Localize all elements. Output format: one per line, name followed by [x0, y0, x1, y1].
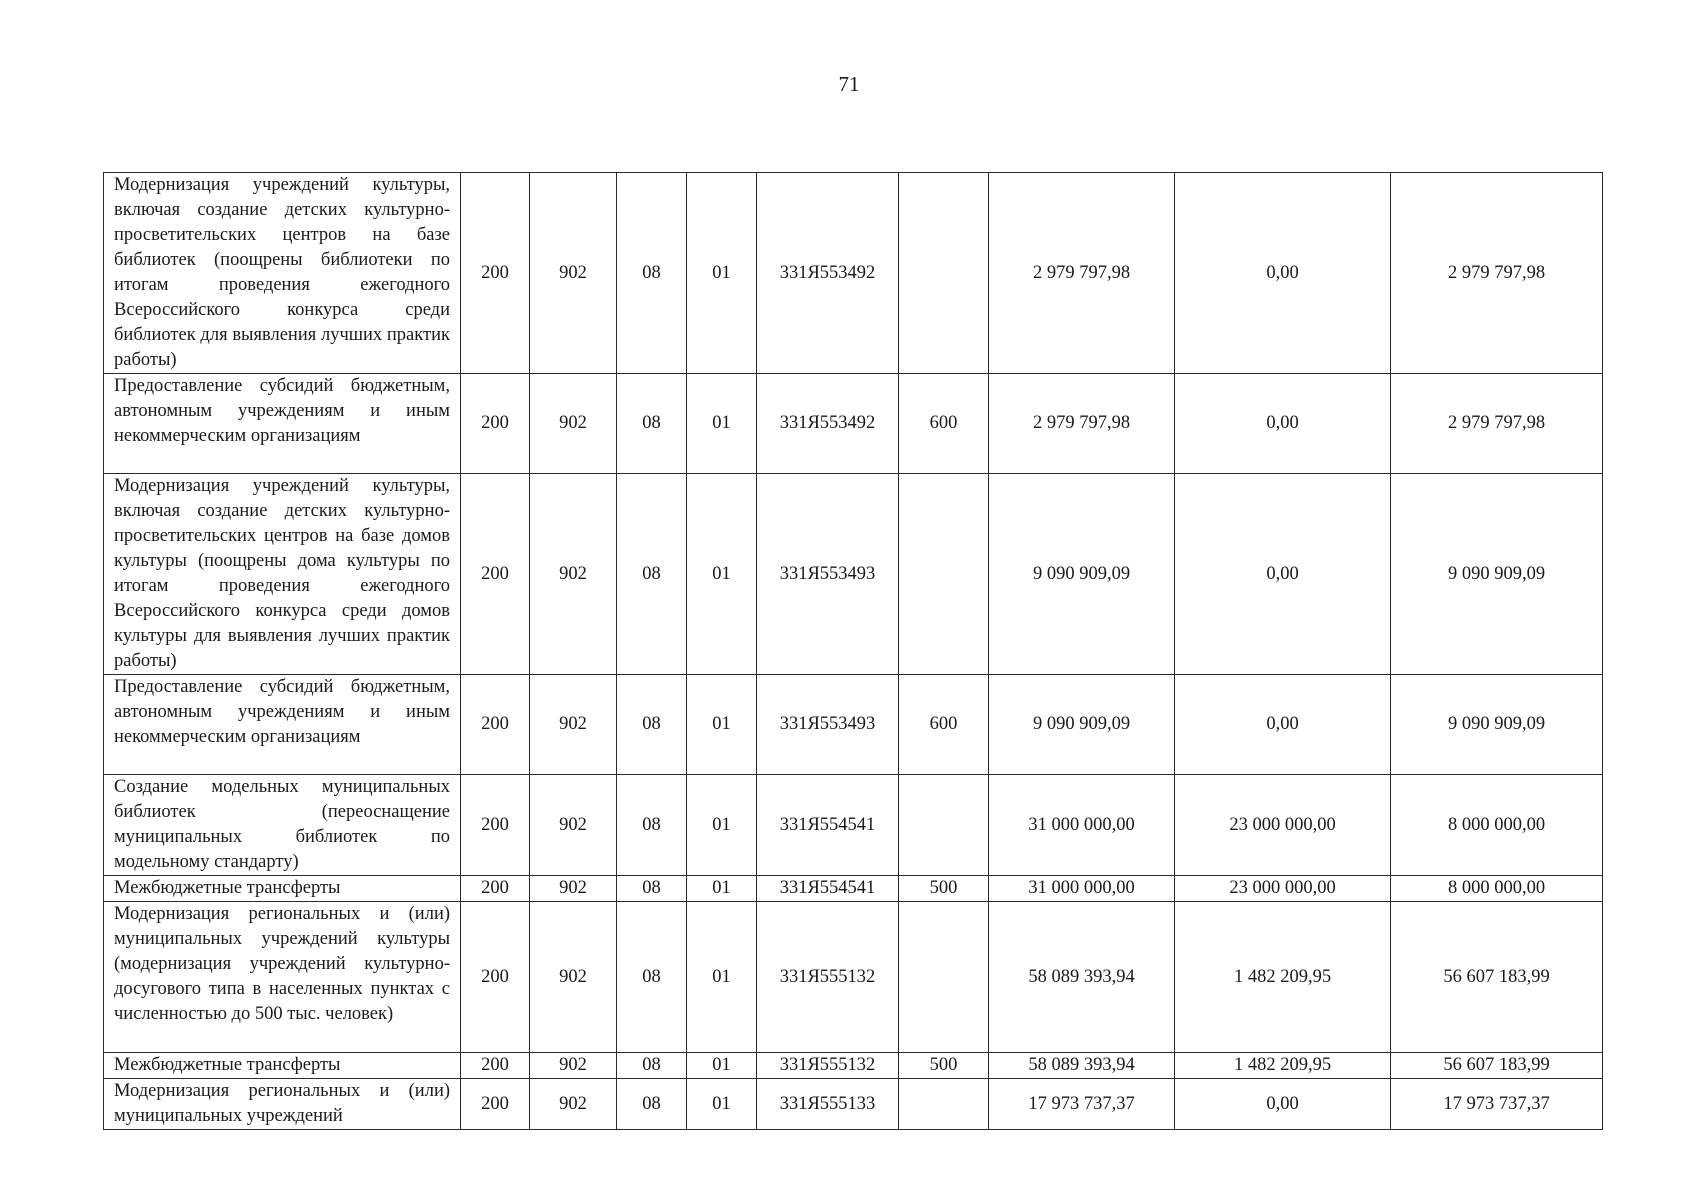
- cell-section-code: 08: [617, 876, 687, 902]
- cell-local-amount: 8 000 000,00: [1391, 876, 1603, 902]
- table-row: [104, 1053, 1603, 1079]
- page-number: 71: [838, 72, 860, 96]
- cell-expense-kind: 600: [899, 374, 989, 474]
- cell-admin-code: 200: [461, 1079, 530, 1130]
- cell-target-article: 331Я554541: [757, 775, 899, 876]
- cell-total-amount: 31 000 000,00: [989, 876, 1175, 902]
- cell-subsection-code: 01: [687, 902, 757, 1053]
- cell-target-article: 331Я553492: [757, 173, 899, 374]
- cell-section-code: 08: [617, 1079, 687, 1130]
- cell-department-code: 902: [530, 876, 617, 902]
- cell-expense-kind: [899, 902, 989, 1053]
- cell-subsection-code: 01: [687, 675, 757, 775]
- cell-admin-code: 200: [461, 775, 530, 876]
- cell-admin-code: 200: [461, 876, 530, 902]
- cell-section-code: 08: [617, 173, 687, 374]
- cell-department-code: 902: [530, 675, 617, 775]
- cell-local-amount: 2 979 797,98: [1391, 173, 1603, 374]
- cell-subsection-code: 01: [687, 876, 757, 902]
- cell-target-article: 331Я555133: [757, 1079, 899, 1130]
- cell-subsection-code: 01: [687, 474, 757, 675]
- cell-federal-amount: 1 482 209,95: [1175, 902, 1391, 1053]
- cell-total-amount: 2 979 797,98: [989, 173, 1175, 374]
- cell-admin-code: 200: [461, 902, 530, 1053]
- row-description: Создание модельных муниципальных библиотек (переоснащение муниципальных библиотек по модельному стандарту): [104, 775, 461, 876]
- cell-section-code: 08: [617, 1053, 687, 1079]
- table-row: [104, 675, 1603, 775]
- cell-section-code: 08: [617, 902, 687, 1053]
- cell-local-amount: 9 090 909,09: [1391, 675, 1603, 775]
- cell-department-code: 902: [530, 374, 617, 474]
- cell-admin-code: 200: [461, 374, 530, 474]
- row-description: Модернизация региональных и (или) муниципальных учреждений: [104, 1079, 461, 1130]
- cell-federal-amount: 0,00: [1175, 374, 1391, 474]
- cell-local-amount: 56 607 183,99: [1391, 1053, 1603, 1079]
- cell-federal-amount: 0,00: [1175, 474, 1391, 675]
- cell-total-amount: 9 090 909,09: [989, 675, 1175, 775]
- cell-expense-kind: 500: [899, 1053, 989, 1079]
- cell-subsection-code: 01: [687, 775, 757, 876]
- row-description: Межбюджетные трансферты: [104, 876, 461, 902]
- cell-total-amount: 17 973 737,37: [989, 1079, 1175, 1130]
- cell-section-code: 08: [617, 474, 687, 675]
- cell-subsection-code: 01: [687, 1053, 757, 1079]
- cell-local-amount: 17 973 737,37: [1391, 1079, 1603, 1130]
- cell-subsection-code: 01: [687, 173, 757, 374]
- cell-department-code: 902: [530, 775, 617, 876]
- cell-total-amount: 31 000 000,00: [989, 775, 1175, 876]
- cell-target-article: 331Я555132: [757, 902, 899, 1053]
- cell-local-amount: 56 607 183,99: [1391, 902, 1603, 1053]
- cell-target-article: 331Я555132: [757, 1053, 899, 1079]
- table-row: [104, 173, 1603, 374]
- cell-total-amount: 2 979 797,98: [989, 374, 1175, 474]
- cell-admin-code: 200: [461, 474, 530, 675]
- cell-expense-kind: 600: [899, 675, 989, 775]
- cell-admin-code: 200: [461, 1053, 530, 1079]
- cell-total-amount: 9 090 909,09: [989, 474, 1175, 675]
- cell-total-amount: 58 089 393,94: [989, 902, 1175, 1053]
- table-row: [104, 474, 1603, 675]
- cell-target-article: 331Я553493: [757, 675, 899, 775]
- row-description: Модернизация региональных и (или) муниципальных учреждений культуры (модернизация учреждений культурно-досугового типа в населенных пунктах с численностью до 500 тыс. человек): [104, 902, 461, 1053]
- budget-table: [103, 172, 1603, 1130]
- cell-federal-amount: 23 000 000,00: [1175, 876, 1391, 902]
- cell-department-code: 902: [530, 1079, 617, 1130]
- cell-subsection-code: 01: [687, 1079, 757, 1130]
- cell-expense-kind: [899, 1079, 989, 1130]
- cell-local-amount: 9 090 909,09: [1391, 474, 1603, 675]
- cell-target-article: 331Я554541: [757, 876, 899, 902]
- cell-target-article: 331Я553493: [757, 474, 899, 675]
- row-description: Модернизация учреждений культуры, включая создание детских культурно-просветительских центров на базе домов культуры (поощрены дома культуры по итогам проведения ежегодного Всероссийского конкурса среди домов культуры для выявления лучших практик работы): [104, 474, 461, 675]
- cell-total-amount: 58 089 393,94: [989, 1053, 1175, 1079]
- cell-department-code: 902: [530, 173, 617, 374]
- table-row: [104, 876, 1603, 902]
- row-description: Межбюджетные трансферты: [104, 1053, 461, 1079]
- cell-admin-code: 200: [461, 173, 530, 374]
- row-description: Предоставление субсидий бюджетным, автономным учреждениям и иным некоммерческим организациям: [104, 374, 461, 474]
- cell-expense-kind: [899, 173, 989, 374]
- cell-department-code: 902: [530, 474, 617, 675]
- table-row: [104, 1079, 1603, 1130]
- table-row: [104, 902, 1603, 1053]
- cell-department-code: 902: [530, 1053, 617, 1079]
- cell-admin-code: 200: [461, 675, 530, 775]
- cell-expense-kind: [899, 775, 989, 876]
- cell-local-amount: 2 979 797,98: [1391, 374, 1603, 474]
- cell-section-code: 08: [617, 775, 687, 876]
- cell-local-amount: 8 000 000,00: [1391, 775, 1603, 876]
- table-row: [104, 374, 1603, 474]
- row-description: Модернизация учреждений культуры, включая создание детских культурно-просветительских центров на базе библиотек (поощрены библиотеки по итогам проведения ежегодного Всероссийского конкурса среди библиотек для выявления лучших практик работы): [104, 173, 461, 374]
- cell-target-article: 331Я553492: [757, 374, 899, 474]
- cell-subsection-code: 01: [687, 374, 757, 474]
- cell-department-code: 902: [530, 902, 617, 1053]
- row-description: Предоставление субсидий бюджетным, автономным учреждениям и иным некоммерческим организациям: [104, 675, 461, 775]
- cell-expense-kind: [899, 474, 989, 675]
- cell-federal-amount: 23 000 000,00: [1175, 775, 1391, 876]
- cell-section-code: 08: [617, 374, 687, 474]
- cell-federal-amount: 0,00: [1175, 675, 1391, 775]
- cell-expense-kind: 500: [899, 876, 989, 902]
- cell-federal-amount: 1 482 209,95: [1175, 1053, 1391, 1079]
- cell-federal-amount: 0,00: [1175, 1079, 1391, 1130]
- cell-section-code: 08: [617, 675, 687, 775]
- table-row: [104, 775, 1603, 876]
- cell-federal-amount: 0,00: [1175, 173, 1391, 374]
